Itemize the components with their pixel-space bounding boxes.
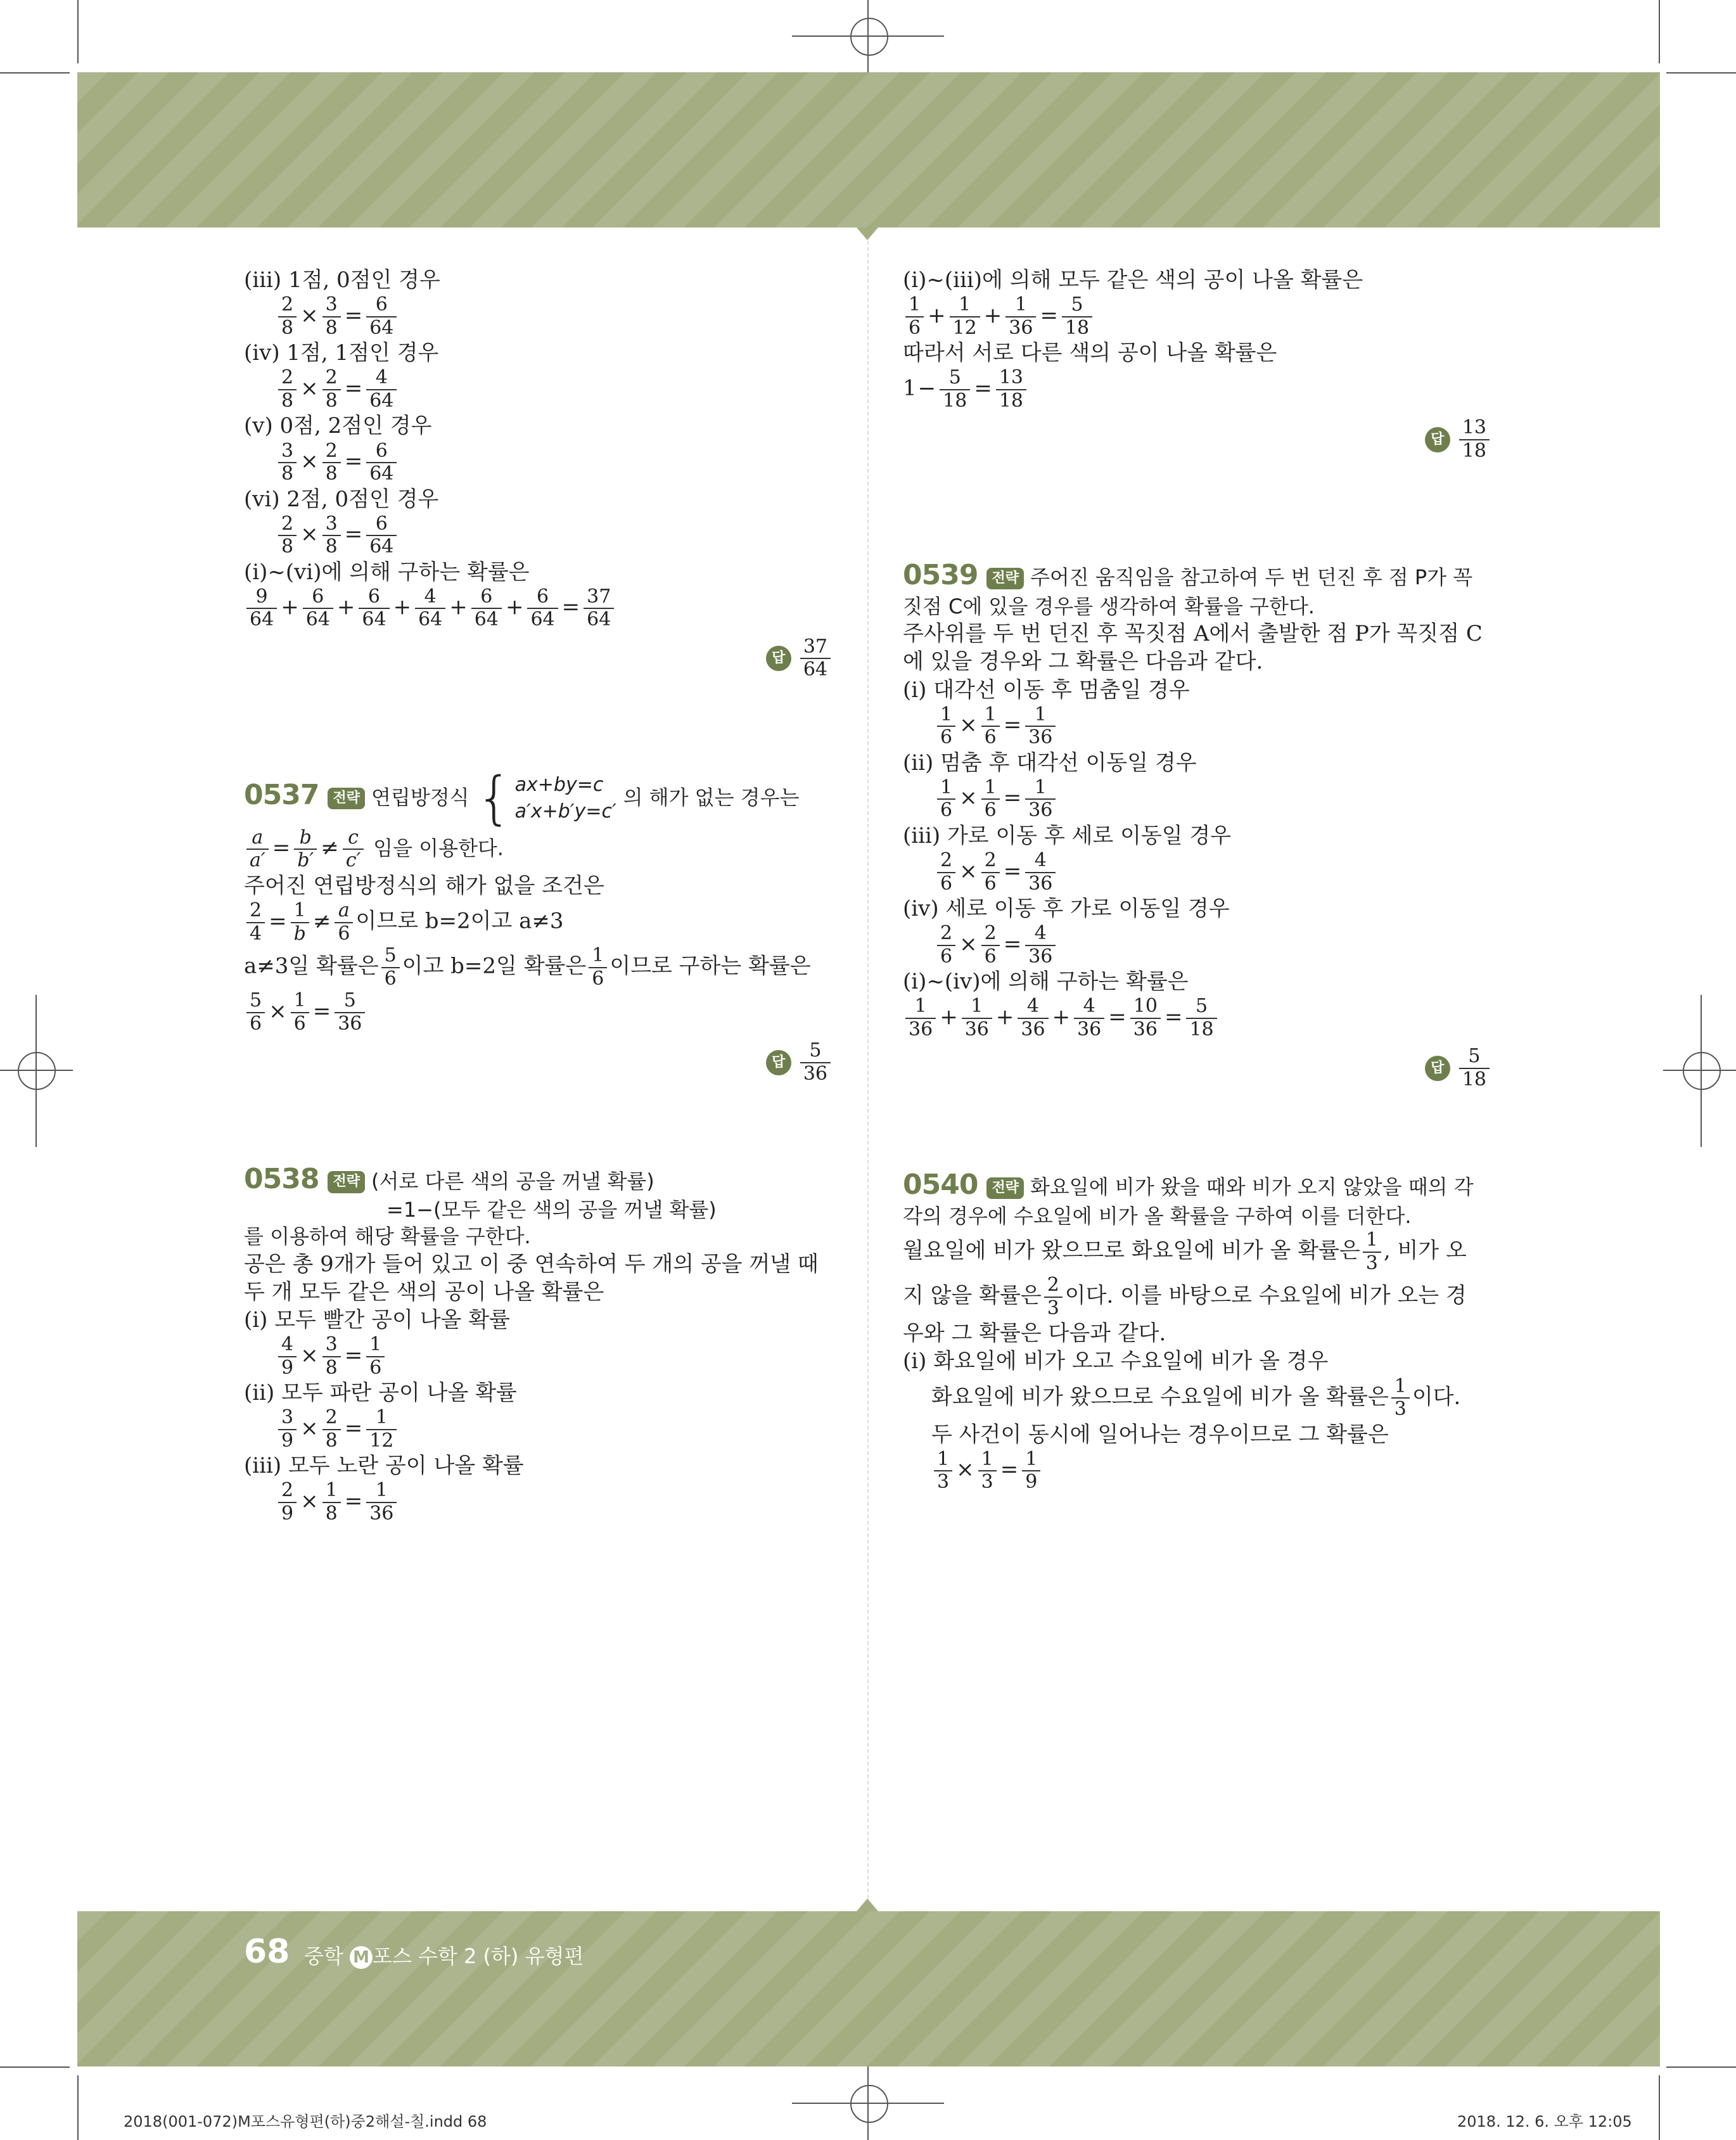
strategy-line: 각의 경우에 수요일에 비가 올 확률을 구하여 이를 더한다.	[903, 1203, 1412, 1228]
case-i-equation: $\frac{1}{3}$ × $\frac{1}{3}$ = $\frac{1}{9}$	[903, 1449, 1492, 1494]
left-column	[244, 266, 833, 1525]
case-i-title: (i) 대각선 이동 후 멈춤일 경우	[903, 677, 1190, 703]
crop-line	[77, 0, 79, 63]
no-solution-condition: $\frac{a}{a'}$ = $\frac{b}{b'}$ ≠ $\frac{c}{c'}$ 임을 이용한다.	[244, 827, 833, 872]
case-ii-equation: $\frac{1}{6}$ × $\frac{1}{6}$ = $\frac{1}{36}$	[903, 777, 1492, 822]
header-band	[77, 72, 1660, 227]
crop-line	[1659, 0, 1660, 63]
problem-0537-header: 0537 전략 연립방정식 { ax+by=c a′x+b′y=c′ 의 해가 없는 경우는	[244, 764, 800, 831]
strategy-tag: 전략	[986, 1177, 1024, 1200]
case-ii-title: (ii) 모두 파란 공이 나올 확률	[244, 1380, 517, 1406]
right-column	[903, 266, 1492, 1494]
case-v-equation: $\frac{3}{8}$ × $\frac{2}{8}$ = $\frac{6}{64}$	[244, 440, 833, 485]
problem-0538-header: 0538 전략 (서로 다른 색의 공을 꺼낼 확률)	[244, 1163, 654, 1196]
crop-line	[1663, 1070, 1736, 1071]
text-line: 따라서 서로 다른 색의 공이 나올 확률은	[903, 340, 1277, 366]
problem-number: 0537	[244, 779, 319, 812]
case-iv-title: (iv) 세로 이동 후 가로 이동일 경우	[903, 896, 1230, 922]
text-line: (i)~(iii)에 의해 모두 같은 색의 공이 나올 확률은	[903, 267, 1363, 293]
answer-0536: 답 $\frac{37}{64}$	[244, 636, 833, 681]
text-line: 월요일에 비가 왔으므로 화요일에 비가 올 확률은 $\frac{1}{3}$ , 비가 오	[903, 1229, 1467, 1274]
case-iii-equation: $\frac{2}{6}$ × $\frac{2}{6}$ = $\frac{4}{36}$	[903, 850, 1492, 895]
case-iv-title: (iv) 1점, 1점인 경우	[244, 340, 439, 366]
text-line: 지 않을 확률은 $\frac{2}{3}$ 이다. 이를 바탕으로 수요일에 비가 오는 경	[903, 1274, 1467, 1319]
text-line: 에 있을 경우와 그 확률은 다음과 같다.	[903, 649, 1263, 675]
registration-mark-right	[1683, 1052, 1721, 1090]
registration-mark-top	[850, 18, 888, 56]
book-title: 중학 M 포스 수학 2 (하) 유형편	[304, 1944, 584, 1968]
probability-line: a≠3일 확률은 $\frac{5}{6}$ 이고 b=2일 확률은 $\frac{1}{6}$ 이므로 구하는 확률은	[244, 944, 811, 990]
equation-system: { ax+by=c a′x+b′y=c′	[476, 764, 616, 831]
crop-line	[1666, 2066, 1736, 2068]
case-iii-title: (iii) 가로 이동 후 세로 이동일 경우	[903, 823, 1232, 849]
crop-line	[1701, 995, 1702, 1147]
problem-number: 0538	[244, 1163, 319, 1196]
case-iv-equation: $\frac{2}{8}$ × $\frac{2}{8}$ = $\frac{4}{64}$	[244, 367, 833, 412]
text-line: 공은 총 9개가 들어 있고 이 중 연속하여 두 개의 공을 꺼낼 때	[244, 1251, 819, 1277]
case-vi-title: (vi) 2점, 0점인 경우	[244, 486, 439, 512]
problem-0539-header: 0539 전략 주어진 움직임을 참고하여 두 번 던진 후 점 P가 꼭	[903, 559, 1473, 592]
case-iii-title: (iii) 모두 노란 공이 나올 확률	[244, 1453, 524, 1479]
crop-line	[0, 2066, 70, 2068]
case-iii-equation: $\frac{2}{8}$ × $\frac{3}{8}$ = $\frac{6}{64}$	[244, 294, 833, 339]
condition-equation: $\frac{2}{4}$ = $\frac{1}{b}$ ≠ $\frac{a}{6}$ 이므로 b=2이고 a≠3	[244, 900, 833, 945]
header-notch	[857, 227, 878, 240]
book-logo: M	[350, 1946, 373, 1969]
text-line: 두 사건이 동시에 일어나는 경우이므로 그 확률은	[931, 1421, 1389, 1447]
registration-mark-left	[18, 1052, 56, 1090]
answer-badge: 답	[1425, 1056, 1450, 1081]
case-iv-equation: $\frac{2}{6}$ × $\frac{2}{6}$ = $\frac{4}{36}$	[903, 923, 1492, 968]
text-line: 주사위를 두 번 던진 후 꼭짓점 A에서 출발한 점 P가 꼭짓점 C	[903, 621, 1483, 647]
problem-number: 0539	[903, 559, 978, 592]
case-iii-title: (iii) 1점, 0점인 경우	[244, 267, 440, 293]
registration-mark-bottom	[850, 2085, 888, 2123]
page-number: 68	[244, 1933, 290, 1971]
page-spine-divider	[867, 241, 869, 1899]
case-v-title: (v) 0점, 2점인 경우	[244, 413, 432, 439]
answer-badge: 답	[766, 1050, 791, 1075]
answer-0539: 답 $\frac{5}{18}$	[903, 1046, 1492, 1091]
strategy-line: 를 이용하여 해당 확률을 구한다.	[244, 1224, 531, 1248]
text-line: 주어진 연립방정식의 해가 없을 조건은	[244, 873, 604, 899]
sum-intro: (i)~(iv)에 의해 구하는 확률은	[903, 969, 1189, 995]
answer-badge: 답	[766, 646, 791, 671]
case-ii-equation: $\frac{3}{9}$ × $\frac{2}{8}$ = $\frac{1}{12}$	[244, 1407, 833, 1452]
text-line: 두 개 모두 같은 색의 공이 나올 확률은	[244, 1279, 604, 1305]
problem-number: 0540	[903, 1169, 978, 1201]
case-i-title: (i) 화요일에 비가 오고 수요일에 비가 올 경우	[903, 1349, 1329, 1374]
crop-line	[1666, 72, 1736, 74]
print-slug-date: 2018. 12. 6. 오후 12:05	[1457, 2113, 1632, 2130]
strategy-tag: 전략	[986, 568, 1024, 590]
crop-line	[867, 0, 869, 72]
case-vi-equation: $\frac{2}{8}$ × $\frac{3}{8}$ = $\frac{6}{64}$	[244, 513, 833, 558]
complement-equation: 1− $\frac{5}{18}$ = $\frac{13}{18}$	[903, 367, 1492, 412]
problem-0540-header: 0540 전략 화요일에 비가 왔을 때와 비가 오지 않았을 때의 각	[903, 1169, 1474, 1201]
crop-line	[867, 2066, 869, 2140]
crop-line	[0, 72, 70, 74]
case-ii-title: (ii) 멈춤 후 대각선 이동일 경우	[903, 750, 1197, 776]
sum-equation: $\frac{9}{64}$ + $\frac{6}{64}$ + $\frac{6}{64}$ + $\frac{4}{64}$ + $\frac{6}{64}$ + $\frac{6}{64}$ = $\frac{37}{64}$	[244, 586, 833, 631]
crop-line	[1659, 2075, 1660, 2140]
product-equation: $\frac{5}{6}$ × $\frac{1}{6}$ = $\frac{5}{36}$	[244, 990, 833, 1035]
text-line: 화요일에 비가 왔으므로 수요일에 비가 올 확률은 $\frac{1}{3}$ 이다.	[931, 1374, 1461, 1421]
answer-badge: 답	[1425, 427, 1450, 452]
crop-line	[35, 995, 37, 1147]
answer-0537: 답 $\frac{5}{36}$	[244, 1040, 833, 1085]
case-iii-equation: $\frac{2}{9}$ × $\frac{1}{8}$ = $\frac{1}{36}$	[244, 1480, 833, 1525]
text-line: 우와 그 확률은 다음과 같다.	[903, 1321, 1166, 1347]
sum-equation: $\frac{1}{36}$ + $\frac{1}{36}$ + $\frac{4}{36}$ + $\frac{4}{36}$ = $\frac{10}{36}$ = $\frac{5}{18}$	[903, 996, 1492, 1041]
strategy-tag: 전략	[328, 788, 365, 810]
strategy-line: 짓점 C에 있을 경우를 생각하여 확률을 구한다.	[903, 594, 1315, 618]
case-i-equation: $\frac{1}{6}$ × $\frac{1}{6}$ = $\frac{1}{36}$	[903, 704, 1492, 749]
strategy-line: =1−(모두 같은 색의 공을 꺼낼 확률)	[386, 1198, 717, 1222]
print-slug-filename: 2018(001-072)M포스유형편(하)중2해설-칠.indd 68	[124, 2113, 487, 2130]
footer-band	[77, 1911, 1660, 2066]
same-color-sum: $\frac{1}{6}$ + $\frac{1}{12}$ + $\frac{1}{36}$ = $\frac{5}{18}$	[903, 294, 1492, 339]
case-i-equation: $\frac{4}{9}$ × $\frac{3}{8}$ = $\frac{1}{6}$	[244, 1334, 833, 1379]
crop-line	[77, 2075, 79, 2140]
sum-intro: (i)~(vi)에 의해 구하는 확률은	[244, 559, 530, 585]
answer-0538: 답 $\frac{13}{18}$	[903, 417, 1492, 462]
case-i-title: (i) 모두 빨간 공이 나올 확률	[244, 1307, 510, 1333]
strategy-tag: 전략	[328, 1171, 365, 1193]
footer-notch	[857, 1899, 878, 1911]
